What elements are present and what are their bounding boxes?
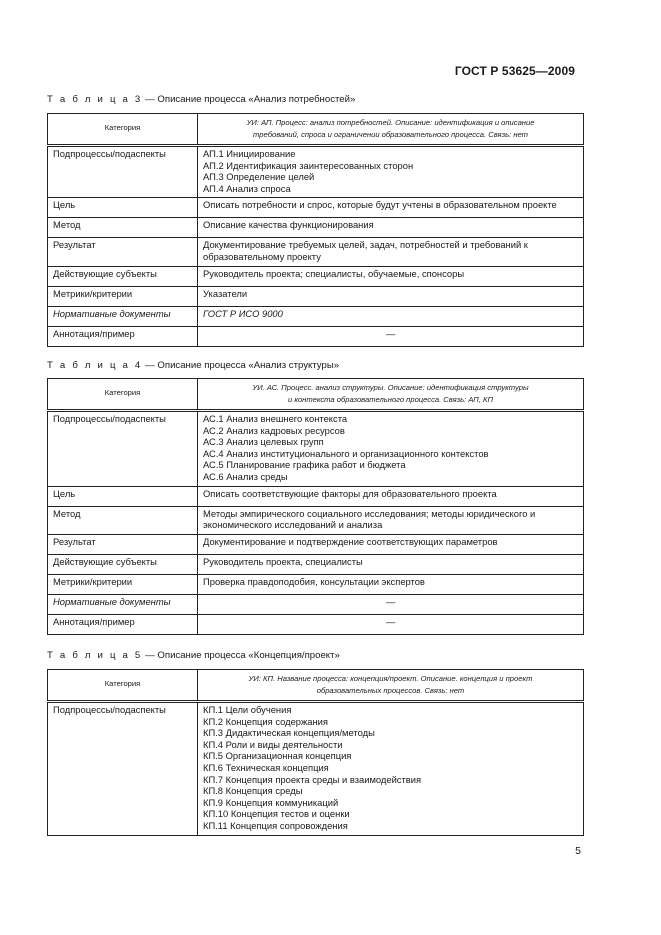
row-label: Цель (48, 198, 198, 218)
row-value: АП.1 Инициирование АП.2 Идентификация заинтересованных сторон АП.3 Определение целей АП.4 Анализ спроса (198, 146, 584, 198)
table-row (48, 506, 584, 534)
row-value: Документирование требуемых целей, задач, потребностей и требований к образовательному проекту (198, 238, 584, 266)
table-row (48, 702, 584, 836)
header-category: Категория (48, 114, 198, 146)
row-value: — (198, 594, 584, 614)
table-row (48, 574, 584, 594)
header-description: УИ: КП. Название процесса: концепция/проект. Описание. концепция и проект образовательных процессов. Связь: нет (198, 670, 584, 702)
table-4 (47, 378, 584, 635)
row-value: КП.1 Цели обучения КП.2 Концепция содержания КП.3 Дидактическая концепция/методы КП.4 Роли и виды деятельности КП.5 Организационная концепция КП.6 Техническая концепция КП.7 Концепция проекта среды и взаимодействия КП.8 Концепция среды КП.9 Концепция коммуникаций КП.10 Концепция тестов и оценки КП.11 Концепция сопровождения (198, 702, 584, 836)
row-label: Метод (48, 218, 198, 238)
row-label: Результат (48, 238, 198, 266)
row-value: — (198, 614, 584, 634)
table-row (48, 238, 584, 266)
table-row (48, 198, 584, 218)
row-label: Метрики/критерии (48, 574, 198, 594)
row-label: Аннотация/пример (48, 614, 198, 634)
row-value: Описать потребности и спрос, которые будут учтены в образовательном проекте (198, 198, 584, 218)
table-caption-text: — Описание процесса «Концепция/проект» (142, 650, 340, 661)
header-category: Категория (48, 670, 198, 702)
table-3 (47, 113, 584, 347)
table-row (48, 554, 584, 574)
row-label: Подпроцессы/подаспекты (48, 146, 198, 198)
header-description: УИ. АС. Процесс. анализ структуры. Описание: идентификация структуры и контекста образовательного процесса. Связь: АП, КП (198, 379, 584, 411)
table-caption-number: Т а б л и ц а 5 (47, 650, 143, 661)
table-caption-number: Т а б л и ц а 3 (47, 94, 143, 105)
row-label: Цель (48, 486, 198, 506)
table-4-caption (47, 360, 339, 371)
row-value: ГОСТ Р ИСО 9000 (198, 306, 584, 326)
row-label: Метрики/критерии (48, 286, 198, 306)
table-caption-text: — Описание процесса «Анализ структуры» (142, 360, 340, 371)
row-value: Указатели (198, 286, 584, 306)
row-value: Руководитель проекта; специалисты, обучаемые, спонсоры (198, 266, 584, 286)
table-3-caption (47, 94, 355, 105)
row-label: Метод (48, 506, 198, 534)
row-label: Подпроцессы/подаспекты (48, 411, 198, 487)
row-label: Подпроцессы/подаспекты (48, 702, 198, 836)
row-value: Руководитель проекта, специалисты (198, 554, 584, 574)
table-5 (47, 669, 584, 836)
table-row (48, 614, 584, 634)
row-value: Документирование и подтверждение соответствующих параметров (198, 534, 584, 554)
table-row (48, 266, 584, 286)
row-label: Действующие субъекты (48, 554, 198, 574)
row-value: Описать соответствующие факторы для образовательного проекта (198, 486, 584, 506)
table-row (48, 486, 584, 506)
table-row (48, 286, 584, 306)
table-row (48, 411, 584, 487)
page-number: 5 (575, 845, 581, 857)
header-category: Категория (48, 379, 198, 411)
row-label: Нормативные документы (48, 306, 198, 326)
table-row (48, 146, 584, 198)
row-label: Действующие субъекты (48, 266, 198, 286)
table-row (48, 326, 584, 346)
row-value: — (198, 326, 584, 346)
table-row (48, 306, 584, 326)
table-row (48, 218, 584, 238)
header-description: УИ: АП. Процесс: анализ потребностей. Описание: идентификация и описание требований, спроса и ограничении образовательного процесса. Связь: нет (198, 114, 584, 146)
row-value: Описание качества функционирования (198, 218, 584, 238)
table-row (48, 594, 584, 614)
row-value: АС.1 Анализ внешнего контекста АС.2 Анализ кадровых ресурсов АС.3 Анализ целевых групп АС.4 Анализ институционального и организационного контекстов АС.5 Планирование графика работ и бюджета АС.6 Анализ среды (198, 411, 584, 487)
table-row (48, 534, 584, 554)
table-caption-number: Т а б л и ц а 4 (47, 360, 143, 371)
table-5-caption (47, 650, 340, 661)
row-label: Результат (48, 534, 198, 554)
document-code: ГОСТ Р 53625—2009 (454, 64, 575, 78)
row-value: Методы эмпирического социального исследования; методы юридического и экономического исследований и анализа (198, 506, 584, 534)
row-value: Проверка правдоподобия, консультации экспертов (198, 574, 584, 594)
table-caption-text: — Описание процесса «Анализ потребностей» (142, 94, 356, 105)
row-label: Аннотация/пример (48, 326, 198, 346)
row-label: Нормативные документы (48, 594, 198, 614)
